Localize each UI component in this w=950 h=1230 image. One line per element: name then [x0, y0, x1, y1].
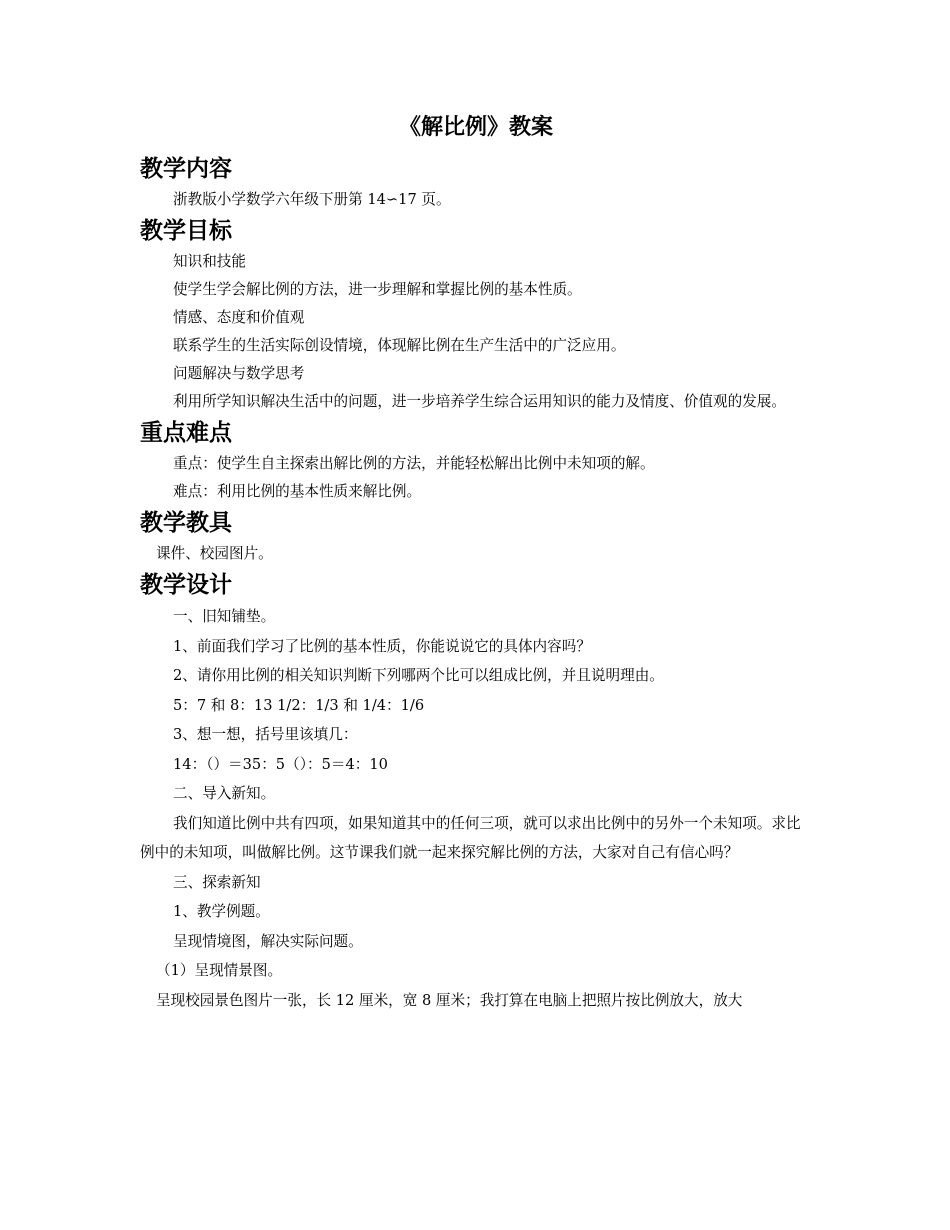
heading-tools: 教学教具: [140, 509, 232, 536]
section-tools: [140, 540, 812, 568]
section-goals: [140, 248, 812, 416]
paragraph: 2、请你用比例的相关知识判断下列哪两个比可以组成比例，并且说明理由。: [173, 667, 664, 684]
paragraph: 难点：利用比例的基本性质来解比例。: [173, 483, 422, 500]
paragraph: 知识和技能: [173, 253, 246, 270]
heading-content: 教学内容: [140, 155, 232, 182]
section-key-points: [140, 450, 812, 506]
paragraph: 一、旧知铺垫。: [173, 608, 276, 625]
paragraph: 三、探索新知: [173, 873, 261, 891]
heading-goals: 教学目标: [140, 217, 232, 244]
section-content: [140, 186, 812, 214]
paragraph: 情感、态度和价值观: [173, 309, 305, 326]
paragraph: 使学生学会解比例的方法，进一步理解和掌握比例的基本性质。: [173, 281, 582, 298]
document-page: [140, 112, 812, 1015]
paragraph: 二、导入新知。: [173, 785, 276, 802]
heading-design: 教学设计: [140, 571, 232, 598]
paragraph: 呈现校园景色图片一张，长 12 厘米，宽 8 厘米；我打算在电脑上把照片按比例放大，放大: [156, 991, 743, 1009]
paragraph: 浙教版小学数学六年级下册第 14∽17 页。: [173, 191, 451, 208]
paragraph: 3、想一想，括号里该填几：: [173, 726, 358, 743]
paragraph: 5：7 和 8：13 1/2：1/3 和 1/4：1/6: [173, 696, 425, 714]
paragraph: 问题解决与数学思考: [173, 365, 305, 382]
paragraph: 呈现情境图，解决实际问题。: [173, 932, 363, 950]
paragraph: （1）呈现情景图。: [156, 962, 283, 979]
paragraph: 利用所学知识解决生活中的问题，进一步培养学生综合运用知识的能力及情度、价值观的发展。: [173, 393, 786, 410]
paragraph: 我们知道比例中共有四项，如果知道其中的任何三项，就可以求出比例中的另外一个未知项。求比例中的未知项，叫做解比例。这节课我们就一起来探究解比例的方法，大家对自己有信心吗？: [140, 814, 801, 861]
paragraph: 1、前面我们学习了比例的基本性质，你能说说它的具体内容吗？: [173, 637, 591, 655]
section-design: [140, 602, 812, 1015]
paragraph: 重点：使学生自主探索出解比例的方法，并能轻松解出比例中未知项的解。: [173, 455, 655, 472]
heading-key-points: 重点难点: [140, 419, 232, 446]
paragraph: 联系学生的生活实际创设情境，体现解比例在生产生活中的广泛应用。: [173, 337, 626, 354]
paragraph: 14：（）＝35：5（）：5＝4：10: [173, 755, 388, 773]
document-title: 《解比例》教案: [398, 114, 553, 140]
paragraph: 课件、校园图片。: [156, 545, 273, 562]
paragraph: 1、教学例题。: [173, 903, 270, 920]
